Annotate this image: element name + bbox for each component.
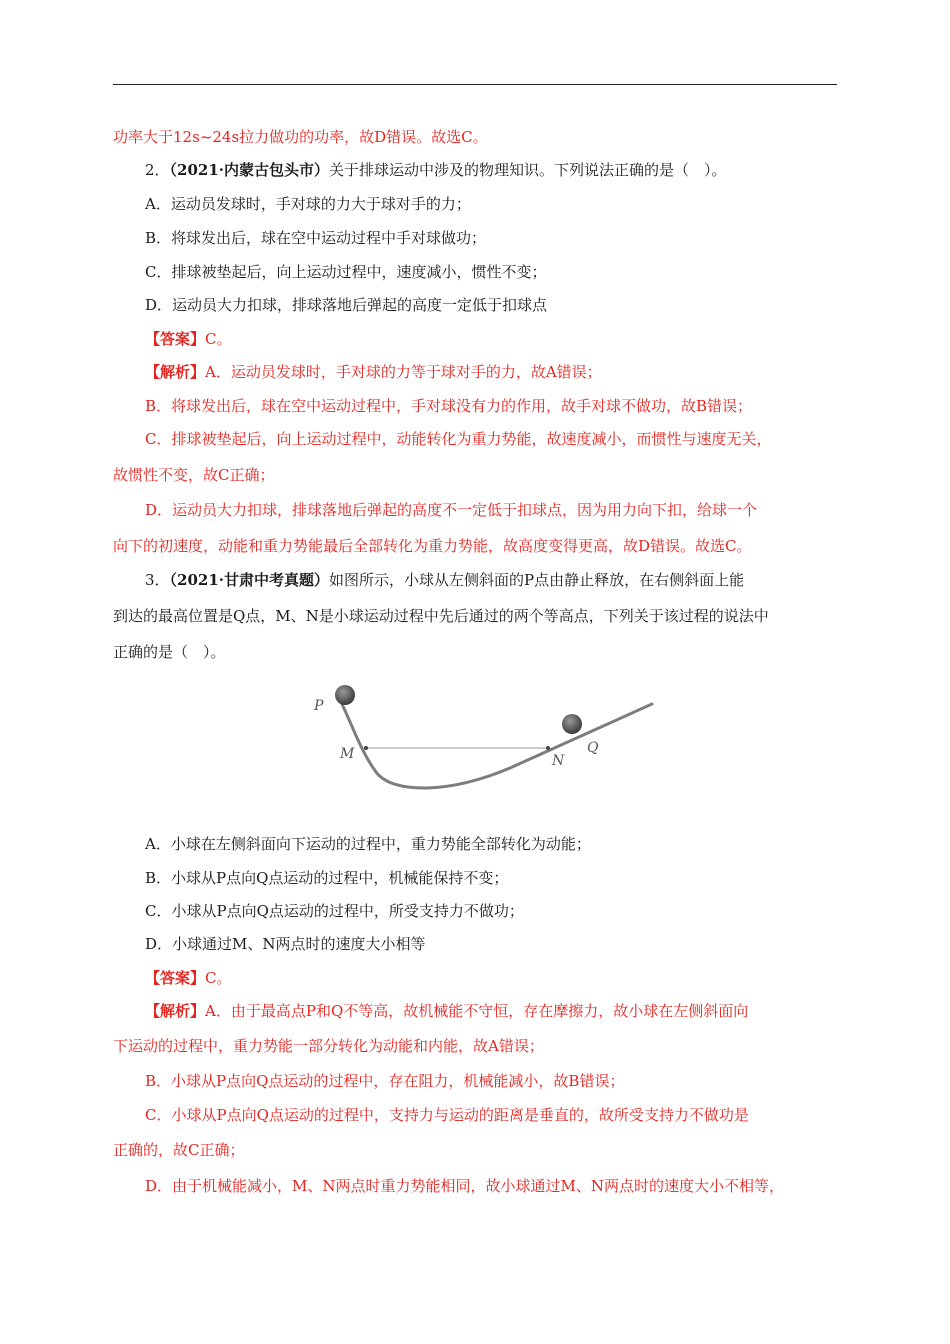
- ramp-figure: [300, 672, 670, 804]
- answer-line: [145, 968, 232, 988]
- explanation-line: D．由于机械能减小，M、N两点时重力势能相同，故小球通过M、N两点时的速度大小不相等，: [145, 1177, 784, 1195]
- explanation-tag: 【解析】: [145, 363, 206, 381]
- option-c: C．小球从P点向Q点运动的过程中，所受支持力不做功；: [145, 902, 524, 920]
- ball-at-p: [335, 685, 355, 705]
- answer-value: C。: [205, 330, 232, 348]
- explanation-line: 【解析】A．由于最高点P和Q不等高，故机械能不守恒，存在摩擦力，故小球在左侧斜面向: [145, 1002, 749, 1020]
- answer-tag: 【答案】: [145, 969, 206, 987]
- label-m: M: [340, 746, 355, 762]
- explanation-tag: 【解析】: [145, 1002, 206, 1020]
- label-p: P: [314, 698, 324, 714]
- prev-explanation-tail: 功率大于12s~24s拉力做功的功率，故D错误。故选C。: [113, 128, 488, 146]
- option-a: A．小球在左侧斜面向下运动的过程中，重力势能全部转化为动能；: [145, 835, 591, 853]
- option-c: C．排球被垫起后，向上运动过程中，速度减小，惯性不变；: [145, 263, 547, 281]
- label-n: N: [552, 753, 565, 769]
- question-text: 如图所示，小球从左侧斜面的P点由静止释放，在右侧斜面上能: [329, 571, 745, 589]
- explanation-line: 下运动的过程中，重力势能一部分转化为动能和内能，故A错误；: [113, 1037, 544, 1055]
- option-d: D．小球通过M、N两点时的速度大小相等: [145, 935, 426, 953]
- explanation-line: B．将球发出后，球在空中运动过程中，手对球没有力的作用，故手对球不做功，故B错误；: [145, 397, 753, 415]
- question-number: 3．: [145, 571, 170, 589]
- explanation-line: C．排球被垫起后，向上运动过程中，动能转化为重力势能，故速度减小，而惯性与速度无关，: [145, 430, 772, 448]
- question-text: 关于排球运动中涉及的物理知识。下列说法正确的是（ ）。: [329, 161, 727, 179]
- question-text: 到达的最高位置是Q点，M、N是小球运动过程中先后通过的两个等高点，下列关于该过程的说法中: [113, 607, 769, 625]
- question-number: 2．: [145, 161, 170, 179]
- question-source: （2021·甘肃中考真题）: [169, 571, 330, 589]
- explanation-line: 【解析】A．运动员发球时，手对球的力等于球对手的力，故A错误；: [145, 363, 602, 381]
- question-source: （2021·内蒙古包头市）: [169, 161, 330, 179]
- header-rule: [113, 84, 837, 85]
- explanation-line: C．小球从P点向Q点运动的过程中，支持力与运动的距离是垂直的，故所受支持力不做功是: [145, 1106, 749, 1124]
- answer-tag: 【答案】: [145, 330, 206, 348]
- answer-value: C。: [205, 969, 232, 987]
- option-d: D．运动员大力扣球，排球落地后弹起的高度一定低于扣球点: [145, 296, 548, 314]
- explanation-line: D．运动员大力扣球，排球落地后弹起的高度不一定低于扣球点，因为用力向下扣，给球一个: [145, 501, 758, 519]
- explanation-line: 向下的初速度，动能和重力势能最后全部转化为重力势能，故高度变得更高，故D错误。故选C。: [113, 537, 752, 555]
- explanation-line: B．小球从P点向Q点运动的过程中，存在阻力，机械能减小，故B错误；: [145, 1072, 625, 1090]
- answer-line: [145, 329, 232, 349]
- label-q: Q: [587, 740, 599, 756]
- explanation-line: 正确的，故C正确；: [113, 1141, 245, 1159]
- ball-at-q: [562, 714, 582, 734]
- point-n: [546, 746, 550, 750]
- question-3-stem: [145, 570, 744, 590]
- question-2-stem: [145, 160, 727, 180]
- explanation-line: 故惯性不变，故C正确；: [113, 466, 275, 484]
- option-b: B．小球从P点向Q点运动的过程中，机械能保持不变；: [145, 869, 509, 887]
- option-b: B．将球发出后，球在空中运动过程中手对球做功；: [145, 229, 487, 247]
- option-a: A．运动员发球时，手对球的力大于球对手的力；: [145, 195, 471, 213]
- point-m: [364, 746, 368, 750]
- track-curve: [340, 700, 652, 788]
- question-text: 正确的是（ ）。: [113, 643, 226, 661]
